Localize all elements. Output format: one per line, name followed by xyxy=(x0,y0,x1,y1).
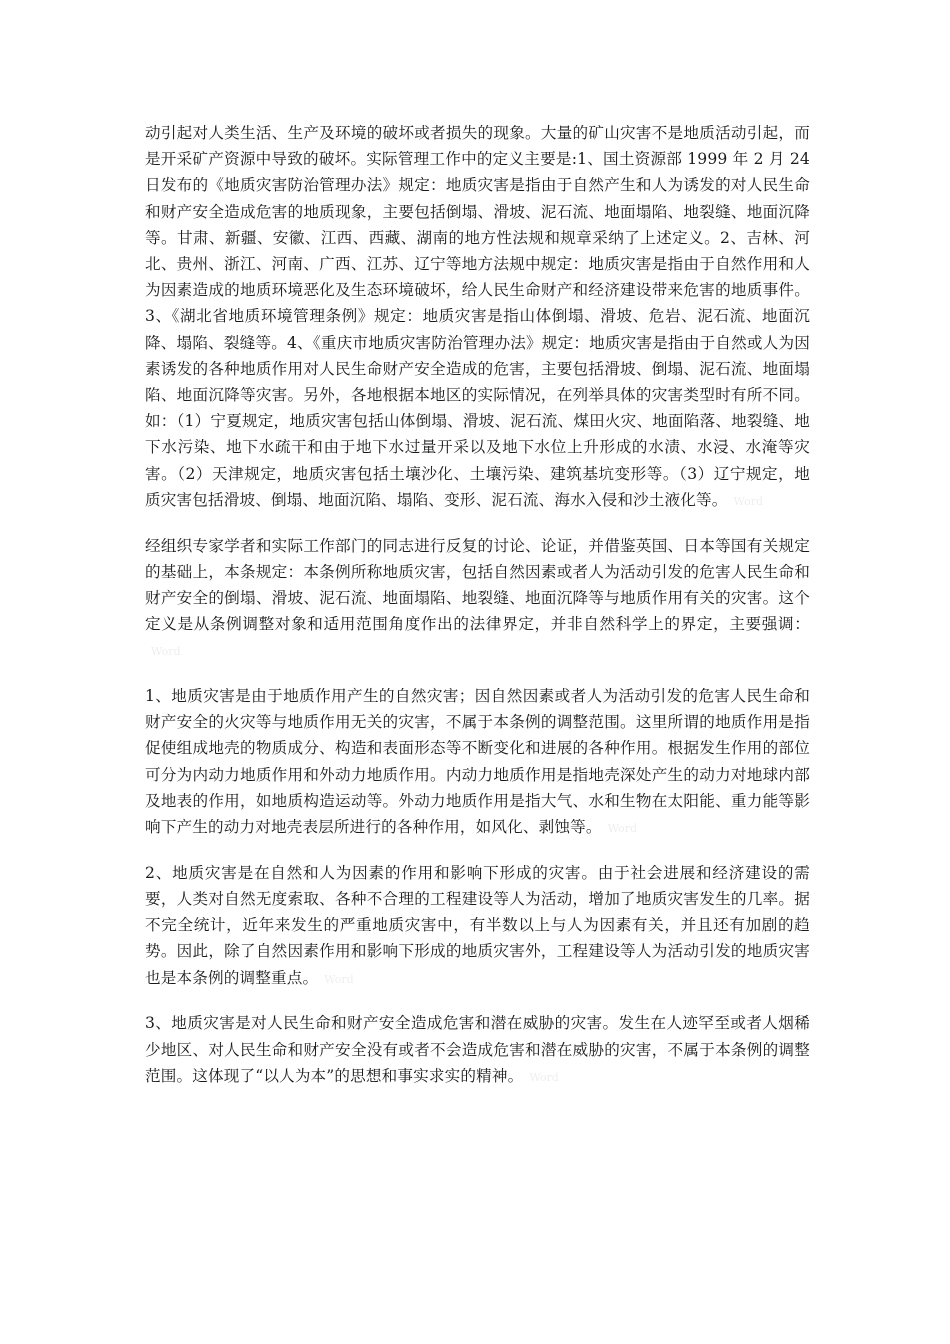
paragraph-text: 1、地质灾害是由于地质作用产生的自然灾害；因自然因素或者人为活动引发的危害人民生命和财产安全的火灾等与地质作用无关的灾害，不属于本条例的调整范围。这里所谓的地质作用是指促使组成地壳的物质成分、构造和表面形态等不断变化和进展的各种作用。根据发生作用的部位可分为内动力地质作用和外动力地质作用。内动力地质作用是指地壳深处产生的动力对地球内部及地表的作用，如地质构造运动等。外动力地质作用是指大气、水和生物在太阳能、重力能等影响下产生的动力对地壳表层所进行的各种作用，如风化、剥蚀等。 xyxy=(145,687,810,837)
watermark-mark: Word xyxy=(151,645,181,659)
paragraph-article-definition xyxy=(145,533,810,666)
watermark-mark: Word xyxy=(529,1070,559,1084)
paragraph-definitions xyxy=(145,120,810,515)
paragraph-point-2 xyxy=(145,860,810,993)
paragraph-text: 经组织专家学者和实际工作部门的同志进行反复的讨论、论证，并借鉴英国、日本等国有关规定的基础上，本条规定：本条例所称地质灾害，包括自然因素或者人为活动引发的危害人民生命和财产安全的倒塌、滑坡、泥石流、地面塌陷、地裂缝、地面沉降等与地质作用有关的灾害。这个定义是从条例调整对象和适用范围角度作出的法律界定，并非自然科学上的界定，主要强调： xyxy=(145,536,810,634)
document-body xyxy=(145,120,810,1108)
paragraph-text: 2、地质灾害是在自然和人为因素的作用和影响下形成的灾害。由于社会进展和经济建设的需要，人类对自然无度索取、各种不合理的工程建设等人为活动，增加了地质灾害发生的几率。据不完全统计，近年来发生的严重地质灾害中，有半数以上与人为因素有关，并且还有加剧的趋势。因此，除了自然因素作用和影响下形成的地质灾害外，工程建设等人为活动引发的地质灾害也是本条例的调整重点。 xyxy=(145,863,810,987)
paragraph-text: 动引起对人类生活、生产及环境的破坏或者损失的现象。大量的矿山灾害不是地质活动引起，而是开采矿产资源中导致的破坏。实际管理工作中的定义主要是:1、国土资源部 1999 年 2 月 24 日发布的《地质灾害防治管理办法》规定：地质灾害是指由于自然产生和人为诱发的对人民生命和财产安全造成危害的地质现象，主要包括倒塌、滑坡、泥石流、地面塌陷、地裂缝、地面沉降等。甘肃、新疆、安徽、江西、西藏、湖南的地方性法规和规章采纳了上述定义。2、吉林、河北、贵州、浙江、河南、广西、江苏、辽宁等地方法规中规定：地质灾害是指由于自然作用和人为因素造成的地质环境恶化及生态环境破坏，给人民生命财产和经济建设带来危害的地质事件。3、《湖北省地质环境管理条例》规定：地质灾害是指山体倒塌、滑坡、危岩、泥石流、地面沉降、塌陷、裂缝等。4、《重庆市地质灾害防治管理办法》规定：地质灾害是指由于自然或人为因素诱发的各种地质作用对人民生命财产安全造成的危害，主要包括滑坡、倒塌、泥石流、地面塌陷、地面沉降等灾害。另外，各地根据本地区的实际情况，在列举具体的灾害类型时有所不同。如：（1）宁夏规定，地质灾害包括山体倒塌、滑坡、泥石流、煤田火灾、地面陷落、地裂缝、地下水污染、地下水疏干和由于地下水过量开采以及地下水位上升形成的水渍、水浸、水淹等灾害。（2）天津规定，地质灾害包括土壤沙化、土壤污染、建筑基坑变形等。（3）辽宁规定，地质灾害包括滑坡、倒塌、地面沉陷、塌陷、变形、泥石流、海水入侵和沙土液化等。 xyxy=(145,124,810,509)
watermark-mark: Word xyxy=(607,822,638,836)
paragraph-point-1 xyxy=(145,683,810,842)
watermark-mark: Word xyxy=(324,972,354,986)
watermark-mark: Word xyxy=(733,494,764,508)
paragraph-text: 3、地质灾害是对人民生命和财产安全造成危害和潜在威胁的灾害。发生在人迹罕至或者人烟稀少地区、对人民生命和财产安全没有或者不会造成危害和潜在威胁的灾害，不属于本条例的调整范围。这体现了“以人为本”的思想和事实求实的精神。 xyxy=(145,1014,810,1085)
paragraph-point-3 xyxy=(145,1010,810,1091)
